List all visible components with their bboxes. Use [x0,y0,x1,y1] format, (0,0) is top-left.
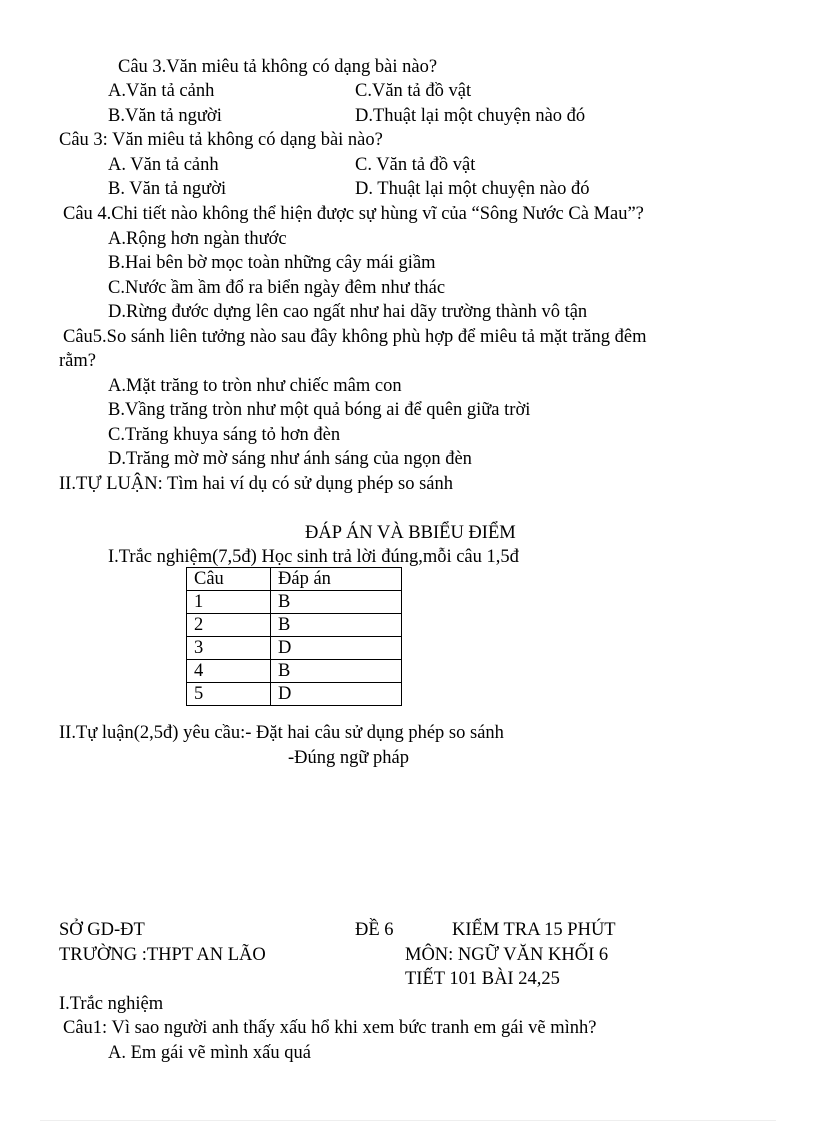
page-edge-divider [40,1120,776,1121]
q5-option-b: B.Vầng trăng tròn như một quả bóng ai để quên giữa trời [108,400,531,420]
q4-option-b: B.Hai bên bờ mọc toàn những cây mái giầm [108,253,436,273]
question-number-cell: 5 [187,683,271,706]
answer-key-essay-line2: -Đúng ngữ pháp [288,748,410,768]
q3a-question: Câu 3.Văn miêu tả không có dạng bài nào? [118,57,438,77]
q5-question-line1: Câu5.So sánh liên tưởng nào sau đây không phù hợp để miêu tả mặt trăng đêm [63,327,647,347]
table-header-cell: Câu [187,568,271,591]
q5-option-a: A.Mặt trăng to tròn như chiếc mâm con [108,376,402,396]
exam6-test-name: KIỂM TRA 15 PHÚT [452,920,616,940]
answer-cell: D [271,683,402,706]
q5-option-c: C.Trăng khuya sáng tỏ hơn đèn [108,425,341,445]
question-number-cell: 1 [187,591,271,614]
exam6-code: ĐỀ 6 [355,920,394,940]
table-row [187,591,402,614]
answer-cell: D [271,637,402,660]
answer-cell: B [271,614,402,637]
exam6-school: TRƯỜNG :THPT AN LÃO [59,945,266,965]
q5-question-line2: rằm? [59,351,96,371]
answer-table [186,567,402,706]
table-row [187,683,402,706]
table-header-cell: Đáp án [271,568,402,591]
q3b-option-d: D. Thuật lại một chuyện nào đó [355,179,590,199]
q3a-option-a: A.Văn tả cảnh [108,81,215,101]
q5-option-d: D.Trăng mờ mờ sáng như ánh sáng của ngọn đèn [108,449,472,469]
essay-task: II.TỰ LUẬN: Tìm hai ví dụ có sử dụng phép so sánh [59,474,453,494]
exam6-q1-option-a: A. Em gái vẽ mình xấu quá [108,1043,311,1063]
question-number-cell: 3 [187,637,271,660]
table-row [187,660,402,683]
q3b-question: Câu 3: Văn miêu tả không có dạng bài nào? [59,130,383,150]
table-header-row [187,568,402,591]
q3a-option-d: D.Thuật lại một chuyện nào đó [355,106,586,126]
q3a-option-c: C.Văn tả đồ vật [355,81,472,101]
q3a-option-b: B.Văn tả người [108,106,222,126]
answer-key-title: ĐÁP ÁN VÀ BBIỂU ĐIỂM [305,523,516,543]
table-row [187,614,402,637]
question-number-cell: 4 [187,660,271,683]
answer-key-essay-line1: II.Tự luận(2,5đ) yêu cầu:- Đặt hai câu sử dụng phép so sánh [59,723,504,743]
question-number-cell: 2 [187,614,271,637]
q3b-option-c: C. Văn tả đồ vật [355,155,476,175]
answer-key-mc-heading: I.Trắc nghiệm(7,5đ) Học sinh trả lời đúng,mỗi câu 1,5đ [108,547,519,567]
exam6-q1: Câu1: Vì sao người anh thấy xấu hổ khi xem bức tranh em gái vẽ mình? [63,1018,597,1038]
exam6-section1: I.Trắc nghiệm [59,994,164,1014]
q3b-option-a: A. Văn tả cảnh [108,155,219,175]
q3b-option-b: B. Văn tả người [108,179,227,199]
q4-option-c: C.Nước ầm ầm đổ ra biển ngày đêm như thác [108,278,446,298]
q4-option-d: D.Rừng đước dựng lên cao ngất như hai dãy trường thành vô tận [108,302,588,322]
exam6-dept: SỞ GD-ĐT [59,920,145,940]
table-row [187,637,402,660]
q4-option-a: A.Rộng hơn ngàn thước [108,229,287,249]
q4-question: Câu 4.Chi tiết nào không thể hiện được sự hùng vĩ của “Sông Nước Cà Mau”? [63,204,644,224]
exam6-subject: MÔN: NGỮ VĂN KHỐI 6 [405,945,609,965]
answer-cell: B [271,660,402,683]
answer-cell: B [271,591,402,614]
exam6-lesson: TIẾT 101 BÀI 24,25 [405,969,560,989]
